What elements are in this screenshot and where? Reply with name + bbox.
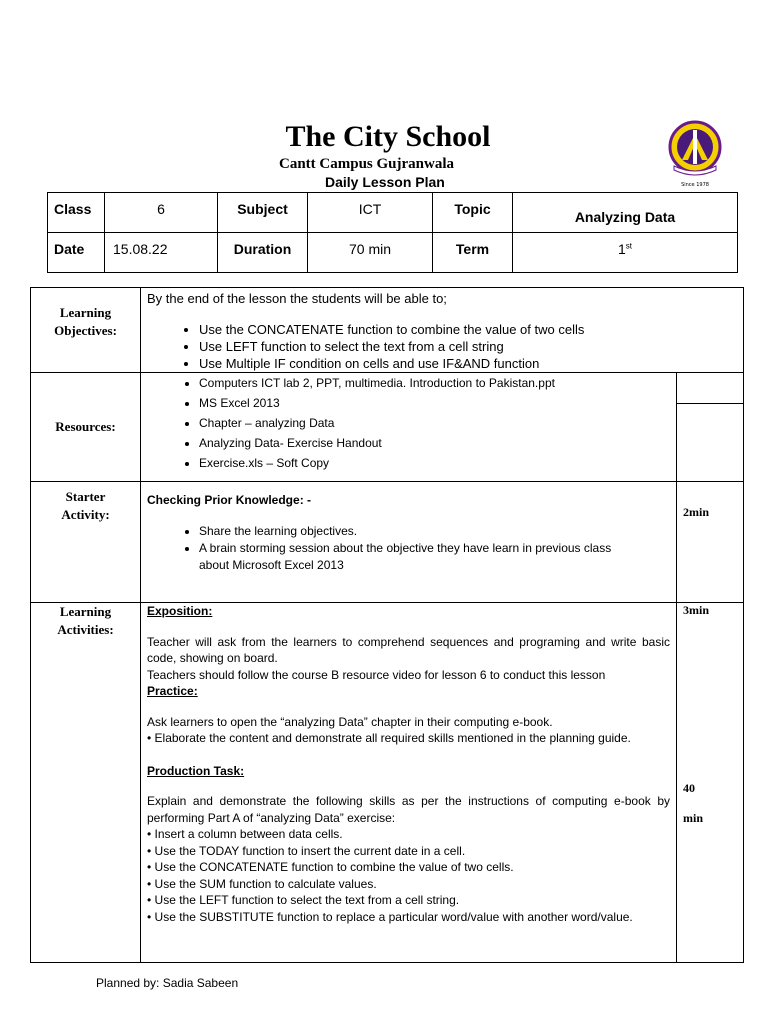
topic-value: Analyzing Data xyxy=(513,193,738,233)
list-item: • Chapter – analyzing Data xyxy=(199,413,670,433)
exposition-text: Teacher will ask from the learners to comprehend sequences and programing and write basic code, showing on board. xyxy=(147,634,670,665)
campus-name: Cantt Campus Gujranwala xyxy=(279,156,455,172)
school-title: The City School xyxy=(285,120,491,153)
list-item: • Use the TODAY function to insert the current date in a cell. xyxy=(147,843,466,858)
activities-time xyxy=(677,603,744,963)
list-item: • Use the SUM function to calculate values. xyxy=(147,876,377,891)
exposition-text: Teachers should follow the course B resource video for lesson 6 to conduct this lesson xyxy=(147,667,606,682)
list-item: • Use Multiple IF condition on cells and use IF&AND function xyxy=(199,355,737,372)
list-item: • Use the LEFT function to select the text from a cell string. xyxy=(147,893,460,907)
production-heading: Production Task: xyxy=(147,763,245,778)
duration-value: 70 min xyxy=(308,233,433,273)
starter-row xyxy=(31,482,744,603)
starter-label: Starter Activity: xyxy=(31,482,141,603)
starter-heading: Checking Prior Knowledge: - xyxy=(147,493,312,507)
term-value: 1st xyxy=(513,233,738,273)
subject-value: ICT xyxy=(308,193,433,233)
resources-time-cell xyxy=(677,373,744,482)
practice-text: Ask learners to open the “analyzing Data” chapter in their computing e-book. xyxy=(147,714,553,729)
practice-bullet: • Elaborate the content and demonstrate all required skills mentioned in the planning guide. xyxy=(147,731,631,745)
lesson-table xyxy=(30,287,744,963)
list-item: • A brain storming session about the objective they have learn in previous class about Microsoft Excel 2013 xyxy=(199,540,640,574)
school-logo xyxy=(666,120,724,188)
list-item: • Exercise.xls – Soft Copy xyxy=(199,453,670,473)
class-value: 6 xyxy=(105,193,218,233)
objectives-list xyxy=(147,321,737,372)
list-item: • Computers ICT lab 2, PPT, multimedia. Introduction to Pakistan.ppt xyxy=(199,373,670,393)
exposition-heading: Exposition: xyxy=(147,604,213,618)
logo-since: Since 1978 xyxy=(681,182,709,188)
production-time: 40 xyxy=(683,781,695,795)
activities-label: Learning Activities: xyxy=(31,603,141,963)
starter-content xyxy=(141,482,677,603)
planned-by: Planned by: Sadia Sabeen xyxy=(96,976,239,990)
duration-label: Duration xyxy=(218,233,308,273)
objectives-label: Learning Objectives: xyxy=(31,288,141,373)
list-item: • MS Excel 2013 xyxy=(199,393,670,413)
production-time-unit: min xyxy=(683,811,704,825)
list-item: • Use the SUBSTITUTE function to replace a particular word/value with another word/value. xyxy=(147,909,633,924)
list-item: • Share the learning objectives. xyxy=(199,523,640,540)
list-item: • Use the CONCATENATE function to combine the value of two cells. xyxy=(147,860,514,874)
activities-content xyxy=(141,603,677,963)
starter-list xyxy=(147,523,670,574)
objectives-intro: By the end of the lesson the students will be able to; xyxy=(147,291,447,306)
topic-label: Topic xyxy=(433,193,513,233)
list-item: • Analyzing Data- Exercise Handout xyxy=(199,433,670,453)
info-table xyxy=(47,192,738,273)
date-value: 15.08.22 xyxy=(105,233,218,273)
list-item: • Insert a column between data cells. xyxy=(147,827,343,841)
plan-title: Daily Lesson Plan xyxy=(325,174,445,190)
activities-row xyxy=(31,603,744,963)
term-label: Term xyxy=(433,233,513,273)
date-label: Date xyxy=(48,233,105,273)
subject-label: Subject xyxy=(218,193,308,233)
practice-heading: Practice: xyxy=(147,684,198,698)
class-label: Class xyxy=(48,193,105,233)
starter-time: 2min xyxy=(677,482,744,603)
production-intro: Explain and demonstrate the following skills as per the instructions of computing e-book by performing Part A of “analyzing Data” exercise: xyxy=(147,794,670,825)
exposition-time: 3min xyxy=(683,603,710,617)
list-item: • Use LEFT function to select the text from a cell string xyxy=(199,338,737,355)
resources-row xyxy=(31,373,744,482)
list-item: • Use the CONCATENATE function to combine the value of two cells xyxy=(199,321,737,338)
objectives-content xyxy=(141,288,744,373)
resources-content xyxy=(141,373,677,482)
resources-label: Resources: xyxy=(31,373,141,482)
objectives-row xyxy=(31,288,744,373)
resources-list xyxy=(147,373,670,473)
